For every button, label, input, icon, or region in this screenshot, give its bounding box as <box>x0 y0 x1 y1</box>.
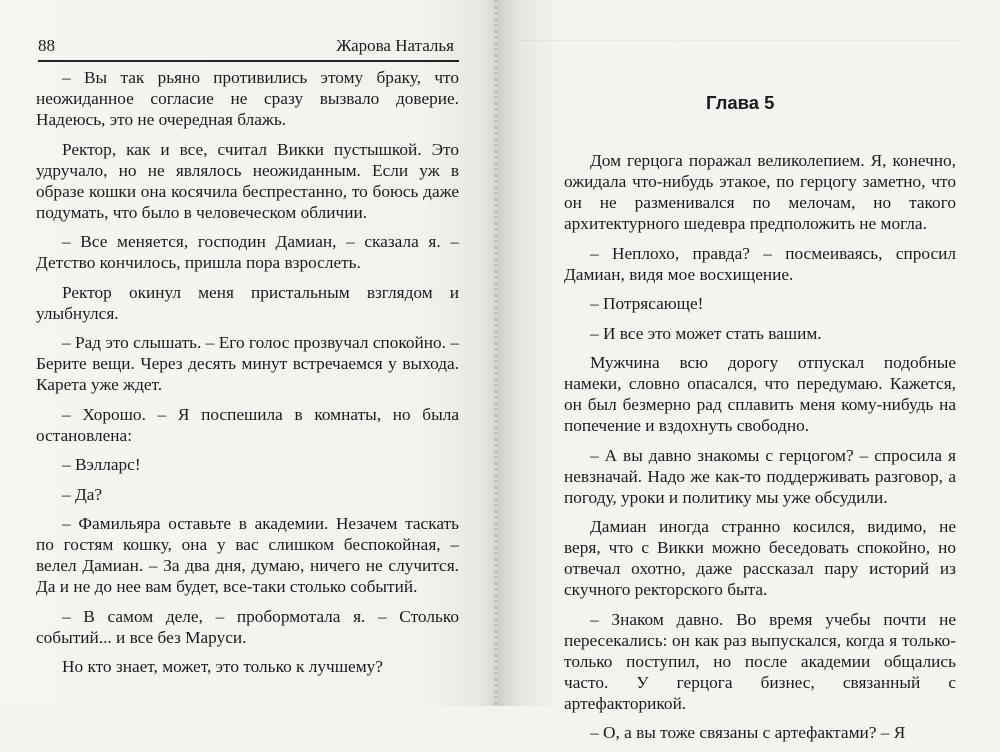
paragraph: – В самом деле, – пробормотала я. – Столько событий... и все без Маруси. <box>36 606 459 647</box>
paragraph: Мужчина всю дорогу отпускал подобные намеки, словно опасался, что передумаю. Кажется, он был безмерно рад сплавить меня кому-нибудь на попечение и вздохнуть свободно. <box>564 353 956 435</box>
paragraph: – Неплохо, правда? – посмеиваясь, спросил Дамиан, видя мое восхищение. <box>564 243 956 284</box>
paragraph: – Знаком давно. Во время учебы почти не пересекались: он как раз выпускался, когда я только-только поступил, но после академии общались часто. У герцога бизнес, связанный с артефакторикой. <box>564 609 956 713</box>
author-name: Жарова Наталья <box>336 36 454 55</box>
show-through-rule <box>520 40 960 41</box>
paragraph: Дом герцога поражал великолепием. Я, конечно, ожидала что-нибудь этакое, по герцогу заметно, что он не разменивался по мелочам, но такого архитектурного шедевра предположить не могла. <box>564 151 956 233</box>
right-page-text <box>564 150 956 752</box>
paragraph: – И все это может стать вашим. <box>590 323 822 343</box>
paragraph: – Все меняется, господин Дамиан, – сказала я. – Детство кончилось, пришла пора взрослеть. <box>36 232 459 272</box>
paragraph: – Фамильяра оставьте в академии. Незачем таскать по гостям кошку, она у вас слишком беспокойная, – велел Дамиан. – За два дня, думаю, ничего не случится. Да и не до нее вам будет, все-таки столько событий. <box>36 514 459 596</box>
paragraph: – О, а вы тоже связаны с артефактами? – Я <box>590 723 906 742</box>
chapter-title: Глава 5 <box>706 92 775 113</box>
paragraph: Ректор окинул меня пристальным взглядом и улыбнулся. <box>36 282 459 323</box>
paragraph: – Рад это слышать. – Его голос прозвучал спокойно. – Берите вещи. Через десять минут встречаемся у выхода. Карета уже ждет. <box>36 333 459 394</box>
paragraph: – Да? <box>62 484 103 504</box>
left-page-text <box>36 67 459 686</box>
paragraph: – Хорошо. – Я поспешила в комнаты, но была остановлена: <box>36 404 459 445</box>
paragraph: Ректор, как и все, считал Викки пустышкой. Это удручало, но не являлось неожиданным. Если уж в образе кошки она косячила беспрестанно, то боюсь даже подумать, что было в человеческом обличии. <box>36 139 459 222</box>
running-head <box>38 34 458 60</box>
paragraph: – Потрясающе! <box>590 294 704 313</box>
paragraph: – Вы так рьяно противились этому браку, что неожиданное согласие не сразу вызвало доверие. Надеюсь, это не очередная блажь. <box>36 68 459 129</box>
paragraph: – А вы давно знакомы с герцогом? – спросила я невзначай. Надо же как-то поддерживать разговор, а погоду, уроки и политику мы уже обсудили. <box>564 445 956 507</box>
paragraph: Но кто знает, может, это только к лучшему? <box>62 657 383 676</box>
paragraph: – Вэлларс! <box>62 455 141 474</box>
left-page <box>0 0 498 706</box>
header-rule <box>38 60 459 62</box>
paragraph: Дамиан иногда странно косился, видимо, не веря, что с Викки можно беседовать спокойно, но отвечал охотно, даже рассказал пару историй из скучного ректорского быта. <box>564 517 956 599</box>
page-number: 88 <box>38 36 55 55</box>
